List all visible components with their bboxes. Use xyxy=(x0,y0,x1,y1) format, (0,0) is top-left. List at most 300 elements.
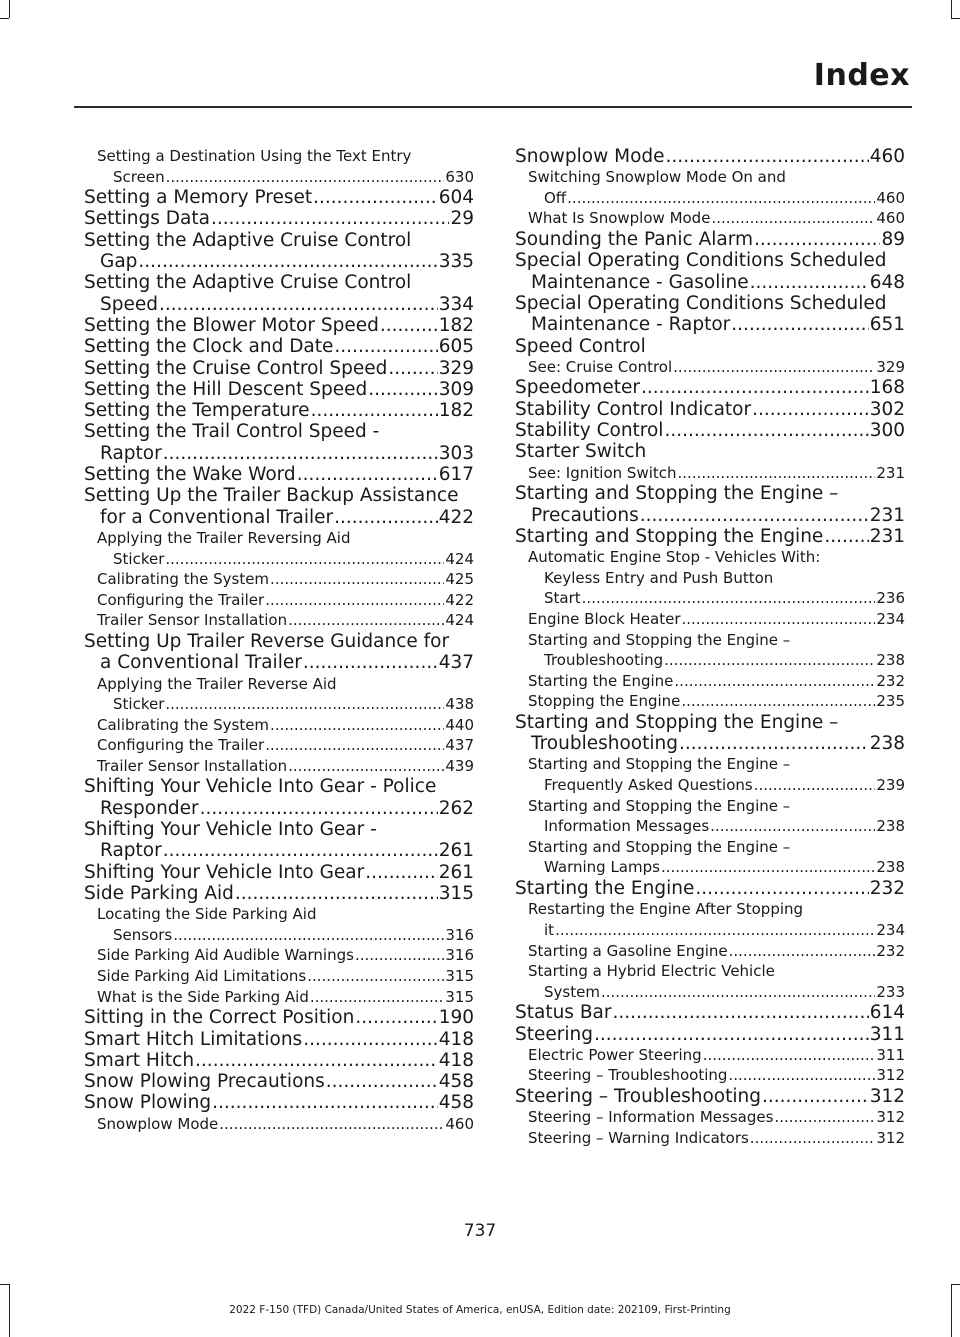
index-page-ref[interactable]: 315 xyxy=(445,967,474,986)
index-page-ref[interactable]: 460 xyxy=(445,1114,474,1133)
index-entry-text: Smart Hitch Limitations xyxy=(84,1028,303,1050)
index-page-ref[interactable]: 168 xyxy=(869,377,905,399)
index-entry-text: Engine Block Heater xyxy=(528,609,681,628)
index-subentry xyxy=(515,357,905,378)
dot-leader xyxy=(555,920,875,941)
index-entry-line xyxy=(528,547,905,568)
index-entry xyxy=(84,464,474,485)
dot-leader xyxy=(138,251,437,272)
index-entry-text: Automatic Engine Stop - Vehicles With: xyxy=(528,548,821,567)
dot-leader xyxy=(165,549,444,570)
index-entry-text: Calibrating the System xyxy=(97,570,270,589)
index-entry xyxy=(515,336,905,357)
dot-leader xyxy=(200,798,438,819)
index-page-ref[interactable]: 316 xyxy=(445,925,474,944)
index-entry xyxy=(84,631,474,674)
index-entry-text: Off xyxy=(544,188,567,207)
index-entry-line xyxy=(528,691,905,712)
index-entry-line xyxy=(515,272,905,293)
index-page-ref[interactable]: 234 xyxy=(876,609,905,628)
index-entry-line xyxy=(84,208,474,229)
index-entry-line xyxy=(515,712,905,733)
index-entry-text: What is the Side Parking Aid xyxy=(97,987,309,1006)
index-entry-line xyxy=(84,187,474,208)
index-page-ref[interactable]: 438 xyxy=(445,695,474,714)
index-subentry xyxy=(515,941,905,962)
index-entry-line xyxy=(515,293,905,314)
index-entry-line xyxy=(528,920,905,941)
dot-leader xyxy=(303,652,438,673)
index-page-ref[interactable]: 231 xyxy=(876,463,905,482)
index-entry-line xyxy=(84,1092,474,1113)
index-entry-text: Setting the Wake Word xyxy=(84,464,296,486)
index-entry-text: Information Messages xyxy=(544,817,710,836)
index-page-ref[interactable]: 460 xyxy=(876,209,905,228)
page-number: 737 xyxy=(463,1221,497,1241)
index-entry-line xyxy=(84,251,474,272)
index-page-ref[interactable]: 418 xyxy=(438,1028,474,1050)
index-entry-line xyxy=(84,421,474,442)
index-entry-text: Sticker xyxy=(113,549,165,568)
index-page-ref[interactable]: 231 xyxy=(869,504,905,526)
index-page-ref[interactable]: 235 xyxy=(876,692,905,711)
index-page-ref[interactable]: 239 xyxy=(876,776,905,795)
index-page-ref[interactable]: 316 xyxy=(445,946,474,965)
index-entry-text: Shifting Your Vehicle Into Gear - xyxy=(84,819,377,841)
index-entry xyxy=(84,421,474,464)
index-subentry xyxy=(515,837,905,878)
index-entry-line xyxy=(84,230,474,251)
index-entry-text: Starting and Stopping the Engine – xyxy=(515,483,839,505)
index-entry-text: Snowplow Mode xyxy=(97,1114,219,1133)
index-entry-text: Gap xyxy=(100,251,138,273)
index-entry-line xyxy=(528,630,905,651)
index-page-ref[interactable]: 439 xyxy=(445,756,474,775)
dot-leader xyxy=(664,420,868,441)
index-entry-text: Setting the Cruise Control Speed xyxy=(84,357,388,379)
index-entry-text: Side Parking Aid Audible Warnings xyxy=(97,946,354,965)
dot-leader xyxy=(297,464,438,485)
index-subentry xyxy=(84,569,474,590)
index-entry-line xyxy=(515,399,905,420)
index-entry-text: Applying the Trailer Reverse Aid xyxy=(97,674,337,693)
dot-leader xyxy=(265,590,444,611)
index-entry-text: Starting and Stopping the Engine – xyxy=(528,837,791,856)
index-entry-text: Setting a Destination Using the Text Entry xyxy=(97,147,412,165)
index-page-ref[interactable]: 422 xyxy=(445,590,474,609)
index-page-ref[interactable]: 262 xyxy=(438,797,474,819)
index-entry-text: Screen xyxy=(113,167,165,186)
index-page-ref[interactable]: 648 xyxy=(869,271,905,293)
index-entry-line xyxy=(84,400,474,421)
dot-leader xyxy=(173,925,444,946)
dot-leader xyxy=(211,208,450,229)
index-entry xyxy=(515,377,905,398)
index-subentry xyxy=(515,208,905,229)
dot-leader xyxy=(166,167,445,188)
index-entry-text: a Conventional Trailer xyxy=(100,652,302,674)
index-page-ref[interactable]: 311 xyxy=(876,1045,905,1064)
index-entry-line xyxy=(84,798,474,819)
index-entry-line xyxy=(84,272,474,293)
index-page-ref[interactable]: 315 xyxy=(445,987,474,1006)
index-page-ref[interactable]: 458 xyxy=(438,1092,474,1114)
index-entry xyxy=(84,776,474,819)
dot-leader xyxy=(729,941,876,962)
index-entry xyxy=(84,1029,474,1050)
index-entry xyxy=(84,187,474,208)
index-entry-line xyxy=(97,167,474,188)
index-page-ref[interactable]: 630 xyxy=(445,167,474,186)
index-entry-line xyxy=(84,315,474,336)
index-entry-text: Starting and Stopping the Engine – xyxy=(528,630,791,649)
index-entry-text: Steering – Warning Indicators xyxy=(528,1128,749,1147)
index-entry-line xyxy=(97,735,474,756)
index-subentry xyxy=(515,899,905,940)
index-entry-line xyxy=(528,961,905,982)
dot-leader xyxy=(641,377,869,398)
index-entry-line xyxy=(528,941,905,962)
index-entry xyxy=(515,250,905,293)
index-page-ref[interactable]: 238 xyxy=(876,817,905,836)
index-page-ref[interactable]: 312 xyxy=(876,1066,905,1085)
index-entry-line xyxy=(515,1024,905,1045)
dot-leader xyxy=(703,1045,876,1066)
index-page-ref[interactable]: 418 xyxy=(438,1049,474,1071)
index-page-ref[interactable]: 261 xyxy=(438,861,474,883)
index-entry-text: Setting the Temperature xyxy=(84,400,310,422)
index-entry-text: for a Conventional Trailer xyxy=(100,506,334,528)
index-page-ref[interactable]: 232 xyxy=(876,941,905,960)
index-entry-text: Setting the Blower Motor Speed xyxy=(84,314,379,336)
index-page-ref[interactable]: 440 xyxy=(445,715,474,734)
dot-leader xyxy=(159,294,438,315)
index-entry-text: See: Cruise Control xyxy=(528,357,673,376)
index-subentry xyxy=(515,1065,905,1086)
index-entry-text: Responder xyxy=(100,797,199,819)
index-page-ref[interactable]: 29 xyxy=(450,208,474,230)
index-page-ref[interactable]: 424 xyxy=(445,611,474,630)
index-entry xyxy=(515,526,905,547)
index-entry-line xyxy=(84,1029,474,1050)
index-entry-line xyxy=(528,463,905,484)
index-entry xyxy=(84,819,474,862)
index-entry xyxy=(84,1050,474,1071)
index-entry-line xyxy=(84,776,474,797)
dot-leader xyxy=(311,400,438,421)
index-entry xyxy=(515,229,905,250)
index-entry-text: Steering – Information Messages xyxy=(528,1108,774,1127)
index-page-ref[interactable]: 312 xyxy=(876,1128,905,1147)
index-entry xyxy=(84,208,474,229)
index-entry-text: Sensors xyxy=(113,925,173,944)
index-page-ref[interactable]: 89 xyxy=(881,229,905,251)
index-entry xyxy=(84,379,474,400)
index-page-ref[interactable]: 238 xyxy=(876,651,905,670)
index-entry-line xyxy=(528,837,905,858)
index-entry-line xyxy=(528,167,905,188)
dot-leader xyxy=(664,650,875,671)
dot-leader xyxy=(666,146,869,167)
index-page-ref[interactable]: 238 xyxy=(876,858,905,877)
index-page-ref[interactable]: 422 xyxy=(438,506,474,528)
dot-leader xyxy=(601,982,875,1003)
index-entry-line xyxy=(84,294,474,315)
index-column-right xyxy=(515,146,905,1149)
index-subentry xyxy=(84,528,474,569)
crop-mark xyxy=(0,18,9,19)
index-page-ref[interactable]: 312 xyxy=(876,1108,905,1127)
header-rule xyxy=(74,106,912,108)
index-entry-text: Maintenance - Gasoline xyxy=(531,271,749,293)
index-page-ref[interactable]: 238 xyxy=(869,733,905,755)
index-subentry xyxy=(515,671,905,692)
dot-leader xyxy=(774,1107,875,1128)
index-subentry xyxy=(515,630,905,671)
index-page-ref[interactable]: 651 xyxy=(869,314,905,336)
dot-leader xyxy=(681,691,875,712)
index-page-ref[interactable]: 329 xyxy=(438,357,474,379)
dot-leader xyxy=(355,1007,437,1028)
index-entry xyxy=(84,272,474,315)
index-entry-line xyxy=(84,1050,474,1071)
index-entry xyxy=(515,878,905,899)
index-entry xyxy=(84,400,474,421)
index-entry-line xyxy=(528,188,905,209)
index-entry-text: Setting the Hill Descent Speed xyxy=(84,378,368,400)
dot-leader xyxy=(288,610,444,631)
dot-leader xyxy=(678,463,876,484)
index-entry-text: Starting and Stopping the Engine – xyxy=(528,755,791,774)
dot-leader xyxy=(235,883,438,904)
index-page-ref[interactable]: 312 xyxy=(869,1086,905,1108)
crop-mark xyxy=(951,18,960,19)
index-page-ref[interactable]: 231 xyxy=(869,525,905,547)
index-entry-text: Side Parking Aid xyxy=(84,882,234,904)
index-entry-line xyxy=(84,507,474,528)
index-page-ref[interactable]: 232 xyxy=(876,671,905,690)
index-entry-line xyxy=(84,336,474,357)
index-page-ref[interactable]: 614 xyxy=(869,1002,905,1024)
footer-text: 2022 F-150 (TFD) Canada/United States of America, enUSA, Edition date: 202109, First-Printing xyxy=(229,1304,731,1316)
dot-leader xyxy=(762,1086,869,1107)
index-entry-line xyxy=(515,878,905,899)
index-entry-text: Steering – Troubleshooting xyxy=(528,1066,728,1085)
index-subentry xyxy=(84,715,474,736)
index-entry-text: Restarting the Engine After Stopping xyxy=(528,900,804,919)
dot-leader xyxy=(163,840,438,861)
index-entry-line xyxy=(528,208,905,229)
index-page-ref[interactable]: 303 xyxy=(438,442,474,464)
index-entry-text: Switching Snowplow Mode On and xyxy=(528,168,786,187)
index-subentry xyxy=(515,754,905,795)
page-title: Index xyxy=(813,58,910,93)
index-subentry xyxy=(84,1114,474,1135)
index-entry-line xyxy=(97,528,474,549)
index-entry-text: Starting a Gasoline Engine xyxy=(528,941,728,960)
index-subentry xyxy=(515,961,905,1002)
index-entry-text: What Is Snowplow Mode xyxy=(528,209,711,228)
dot-leader xyxy=(710,816,875,837)
index-page-ref[interactable]: 605 xyxy=(438,336,474,358)
dot-leader xyxy=(165,694,444,715)
index-entry-line xyxy=(515,483,905,504)
index-entry-text: Special Operating Conditions Scheduled xyxy=(515,250,887,272)
index-page-ref[interactable]: 233 xyxy=(876,982,905,1001)
index-entry-line xyxy=(515,420,905,441)
dot-leader xyxy=(640,505,869,526)
index-entry-line xyxy=(84,652,474,673)
index-entry-text: Troubleshooting xyxy=(544,651,664,670)
index-entry-text: Steering xyxy=(515,1023,593,1045)
index-entry xyxy=(84,1092,474,1113)
index-entry xyxy=(515,1086,905,1107)
index-page-ref[interactable]: 315 xyxy=(438,882,474,904)
index-entry-text: Setting a Memory Preset xyxy=(84,187,313,209)
index-subentry xyxy=(84,590,474,611)
index-entry-text: Frequently Asked Questions xyxy=(544,776,753,795)
index-entry xyxy=(515,399,905,420)
index-page-ref[interactable]: 425 xyxy=(445,570,474,589)
index-page-ref[interactable]: 424 xyxy=(445,549,474,568)
index-entry-line xyxy=(84,819,474,840)
index-subentry xyxy=(515,1107,905,1128)
index-page-ref[interactable]: 300 xyxy=(869,420,905,442)
index-subentry xyxy=(515,463,905,484)
index-entry-text: Setting Up Trailer Reverse Guidance for xyxy=(84,630,450,652)
index-entry-line xyxy=(84,358,474,379)
index-page-ref[interactable]: 460 xyxy=(876,188,905,207)
index-page-ref[interactable]: 234 xyxy=(876,920,905,939)
index-page-ref[interactable]: 182 xyxy=(438,400,474,422)
index-page-ref[interactable]: 302 xyxy=(869,398,905,420)
index-entry-line xyxy=(84,631,474,652)
index-page-ref[interactable]: 190 xyxy=(438,1007,474,1029)
dot-leader xyxy=(754,229,880,250)
index-page-ref[interactable]: 335 xyxy=(438,251,474,273)
index-entry-text: See: Ignition Switch xyxy=(528,463,677,482)
index-entry-line xyxy=(84,443,474,464)
dot-leader xyxy=(334,507,438,528)
index-entry xyxy=(84,862,474,883)
index-entry-line xyxy=(515,526,905,547)
index-entry-text: Calibrating the System xyxy=(97,715,270,734)
index-entry xyxy=(84,230,474,273)
index-subentry xyxy=(84,904,474,945)
index-page-ref[interactable]: 311 xyxy=(869,1023,905,1045)
index-entry-line xyxy=(97,1114,474,1135)
index-entry xyxy=(515,420,905,441)
index-subentry xyxy=(515,167,905,208)
index-entry-line xyxy=(528,609,905,630)
dot-leader xyxy=(219,1114,444,1135)
index-entry-text: Starting and Stopping the Engine – xyxy=(515,711,839,733)
index-subentry xyxy=(515,691,905,712)
index-entry-line xyxy=(84,379,474,400)
index-entry xyxy=(84,336,474,357)
index-subentry xyxy=(84,945,474,966)
index-entry-line xyxy=(84,862,474,883)
dot-leader xyxy=(612,1002,868,1023)
index-page-ref[interactable]: 309 xyxy=(438,378,474,400)
index-entry-text: Starting the Engine xyxy=(528,671,674,690)
dot-leader xyxy=(582,588,876,609)
index-page-ref[interactable]: 604 xyxy=(438,187,474,209)
index-entry-line xyxy=(515,314,905,335)
index-entry-line xyxy=(84,883,474,904)
index-page-ref[interactable]: 437 xyxy=(438,652,474,674)
index-page-ref[interactable]: 329 xyxy=(876,357,905,376)
index-entry-text: Sounding the Panic Alarm xyxy=(515,229,753,251)
index-page-ref[interactable]: 437 xyxy=(445,736,474,755)
dot-leader xyxy=(265,735,444,756)
index-page-ref[interactable]: 617 xyxy=(438,464,474,486)
index-page-ref[interactable]: 232 xyxy=(869,878,905,900)
index-entry-line xyxy=(97,945,474,966)
index-entry-line xyxy=(528,588,905,609)
index-subentry xyxy=(84,146,474,187)
index-entry-text: Starting a Hybrid Electric Vehicle xyxy=(528,962,775,981)
index-subentry xyxy=(515,547,905,609)
index-entry-line xyxy=(528,650,905,671)
index-entry-text: Locating the Side Parking Aid xyxy=(97,905,317,924)
index-entry xyxy=(515,146,905,167)
index-entry-line xyxy=(515,733,905,754)
index-page-ref[interactable]: 458 xyxy=(438,1071,474,1093)
index-entry-text: Setting the Adaptive Cruise Control xyxy=(84,272,412,294)
index-entry-text: Settings Data xyxy=(84,208,210,230)
index-page-ref[interactable]: 261 xyxy=(438,840,474,862)
index-entry-text: Warning Lamps xyxy=(544,858,660,877)
index-entry-text: Setting the Adaptive Cruise Control xyxy=(84,229,412,251)
index-entry-line xyxy=(97,610,474,631)
crop-mark xyxy=(0,1284,9,1285)
index-entry-text: Raptor xyxy=(100,840,162,862)
index-entry-line xyxy=(528,899,905,920)
dot-leader xyxy=(594,1024,869,1045)
index-entry-text: Steering – Troubleshooting xyxy=(515,1086,761,1108)
index-subentry xyxy=(84,756,474,777)
index-entry xyxy=(84,1071,474,1092)
dot-leader xyxy=(303,1029,437,1050)
index-entry-line xyxy=(97,925,474,946)
index-entry-line xyxy=(515,250,905,271)
index-entry-text: Electric Power Steering xyxy=(528,1045,702,1064)
dot-leader xyxy=(824,526,868,547)
index-entry-text: Snow Plowing xyxy=(84,1092,212,1114)
dot-leader xyxy=(673,357,875,378)
index-entry-text: Stability Control xyxy=(515,420,664,442)
index-entry-line xyxy=(528,1065,905,1086)
index-entry-text: Setting the Clock and Date xyxy=(84,336,334,358)
index-page-ref[interactable]: 236 xyxy=(876,589,905,608)
dot-leader xyxy=(355,945,444,966)
index-entry xyxy=(84,315,474,336)
index-entry-text: Configuring the Trailer xyxy=(97,590,265,609)
index-entry-text: Starter Switch xyxy=(515,441,647,463)
index-page-ref[interactable]: 460 xyxy=(869,146,905,167)
index-entry-text: Shifting Your Vehicle Into Gear - Police xyxy=(84,776,437,798)
index-page-ref[interactable]: 334 xyxy=(438,293,474,315)
index-page-ref[interactable]: 182 xyxy=(438,314,474,336)
index-entry-line xyxy=(97,694,474,715)
index-entry-text: Start xyxy=(544,589,581,608)
index-entry-text: Setting Up the Trailer Backup Assistance xyxy=(84,485,459,507)
index-entry-line xyxy=(528,1045,905,1066)
dot-leader xyxy=(752,399,869,420)
index-entry xyxy=(84,1007,474,1028)
index-entry xyxy=(84,358,474,379)
